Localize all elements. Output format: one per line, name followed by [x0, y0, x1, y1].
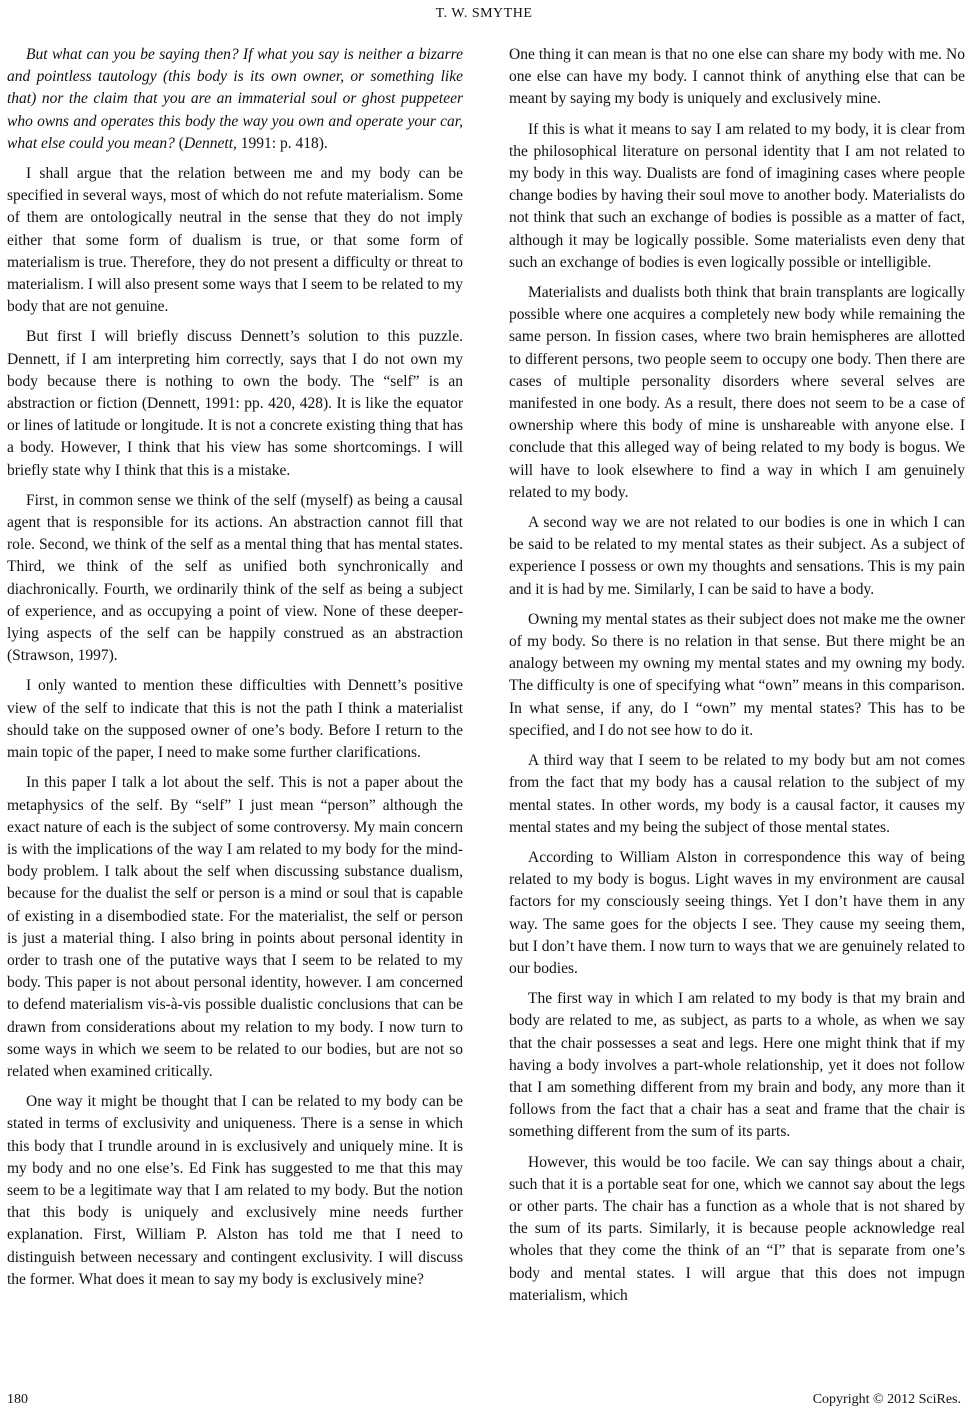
paragraph-continued: One thing it can mean is that no one else can share my body with me. No one else can have my body. I cannot think of anything else that can be meant by saying my body is uniquely and exclusively mine.: [509, 46, 965, 108]
paragraph: A second way we are not related to our bodies is one in which I can be said to be related to my mental states as their subject. As a subject of experience I possess or own my thoughts and sensations. This is my pain and it is had by me. Similarly, I can be said to have a body.: [509, 514, 965, 598]
paragraph: In this paper I talk a lot about the self. This is not a paper about the metaphysics of the self. By “self” I just mean “person” although the exact nature of each is the subject of some controversy. My main concern is with the implications of the way I am related to my body for the mind-body problem. I talk about the self when discussing substance dualism, because for the dualist the self or person is a mind or soul that is capable of existing in a disembodied state. For the materialist, the self or person is just a material thing. I also bring in points about personal identity in order to trash one of the putative ways that I seem to be related to my body. This paper is not about personal identity, however. I am concerned to defend materialism vis-à-vis possible dualistic conclusions that can be drawn from considerations about my relation to my body. I now turn to some ways in which we seem to be related to our bodies, but are not so related when examined critically.: [7, 774, 463, 1080]
page-number: 180: [7, 1392, 28, 1407]
paragraph: First, in common sense we think of the self (myself) as being a causal agent that is responsible for its actions. An abstraction cannot fill that role. Second, we think of the self as a mental thing that has mental states. Third, we think of the self as unified both synchronically and diachronically. Fourth, we ordinarily think of the self as being a subject of experience, and as occupying a point of view. None of these deeper-lying aspects of the self can be happily construed as an abstraction (Strawson, 1997).: [7, 491, 463, 665]
left-column: [7, 44, 463, 1299]
opening-quote: But what can you be saying then? If what you say is neither a bizarre and pointless tautology (this body is its own owner, or something like that) nor the claim that you are an immaterial soul or ghost puppeteer who owns and operates this body the way you own and operate your car, what else could you mean? (Dennett, 1991: p. 418).: [7, 46, 463, 152]
paragraph: The first way in which I am related to my body is that my brain and body are related to me, as subject, as parts to a whole, as when we say that the chair possesses a seat and legs. Here one might think that if my having a body involves a part-whole relationship, yet it does not follow that I am something different from my brain and body, any more than it follows from the fact that a chair has a seat and frame that the chair is something different from the sum of its parts.: [509, 990, 965, 1141]
paragraph: I only wanted to mention these difficulties with Dennett’s positive view of the self to indicate that this is not the path I think a materialist should take on the supposed owner of one’s body. Before I return to the main topic of the paper, I need to make some further clarifications.: [7, 677, 463, 762]
quote-text: But what can you be saying then? If what you say is neither a bizarre and pointless tautology (this body is its own owner, or something like that) nor the claim that you are an immaterial soul or ghost puppeteer who owns and operates this body the way you own and operate your car, what else could you mean?: [7, 46, 463, 152]
copyright-notice: Copyright © 2012 SciRes.: [812, 1392, 961, 1407]
paragraph: However, this would be too facile. We can say things about a chair, such that it is a portable seat for one, which we cannot say about the legs or other parts. The chair has a function as a whole that is not shared by the sum of its parts. Similarly, it is because people acknowledge real wholes that they come the think of an “I” that is separate from one’s body and mental states. I will argue that this does not impugn materialism, which: [509, 1153, 965, 1304]
paragraph: According to William Alston in correspondence this way of being related to my body is bogus. Light waves in my environment are causal factors for my consciously seeing things. Yet I don’t have them in any way. The same goes for the objects I see. They cause my seeing them, but I don’t have them. I now turn to ways that we are genuinely related to our bodies.: [509, 848, 965, 977]
right-column: [509, 44, 965, 1315]
paragraph: If this is what it means to say I am related to my body, it is clear from the philosophical literature on personal identity that I am not related to my body in this way. Dualists are fond of imagining cases where people change bodies by having their soul move to another body. Materialists do not think that such an exchange of bodies is possible as a matter of fact, although it may be logically possible. Some materialists even deny that such an exchange of bodies is even logically possible or intelligible.: [509, 120, 965, 271]
paragraph: I shall argue that the relation between me and my body can be specified in several ways, most of which do not refute materialism. Some of them are ontologically neutral in the sense that they do not imply either that some form of dualism is true, or that some form of materialism is true. Therefore, they do not present a difficulty or threat to materialism. I will also present some ways that I seem to be related to my body that are not genuine.: [7, 165, 463, 316]
paragraph: Materialists and dualists both think that brain transplants are logically possible where one acquires a completely new body while remaining the same person. In fission cases, where two brain hemispheres are allotted to different persons, two people seem to occupy one body. Then there are cases of multiple personality disorders where several selves are manifested in one body. As a result, there does not seem to be a case of ownership where this body of mine is unshareable with anyone else. I conclude that this alleged way of being related to my body is bogus. We will have to look elsewhere to find a way in which I am genuinely related to my body.: [509, 284, 965, 501]
paragraph: A third way that I seem to be related to my body but am not comes from the fact that my body has a causal relation to the subject of my mental states. In other words, my body is a causal factor, it causes my mental states and my being the subject of those mental states.: [509, 752, 965, 836]
paragraph: Owning my mental states as their subject does not make me the owner of my body. So there is no relation in that sense. But there might be an analogy between my owning my mental states and my owning my body. The difficulty is one of specifying what “own” means in this comparison. In what sense, if any, do I “own” my mental states? This has to be specified, and I do not see how to do it.: [509, 610, 965, 739]
running-head: T. W. SMYTHE: [435, 6, 533, 21]
paragraph: But first I will briefly discuss Dennett’s solution to this puzzle. Dennett, if I am interpreting him correctly, says that I do not own my body because there is nothing to own the body. The “self” is an abstraction or fiction (Dennett, 1991: pp. 420, 428). It is like the equator or lines of latitude or longitude. It is not a concrete existing thing that has a body. However, I think that his view has some shortcomings. I will briefly state why I think that this is a mistake.: [7, 328, 463, 479]
paragraph: One way it might be thought that I can be related to my body can be stated in terms of exclusivity and uniqueness. There is a sense in which this body that I trundle around in is exclusively and uniquely mine. It is my body and no one else’s. Ed Fink has suggested to me that this may seem to be a legitimate way that I am related to my body. But the notion that this body is uniquely and exclusively mine needs further explanation. First, William P. Alston has told me that I need to distinguish between necessary and contingent exclusivity. I will discuss the former. What does it mean to say my body is exclusively mine?: [7, 1093, 463, 1288]
quote-citation-author: Dennett: [183, 134, 234, 152]
